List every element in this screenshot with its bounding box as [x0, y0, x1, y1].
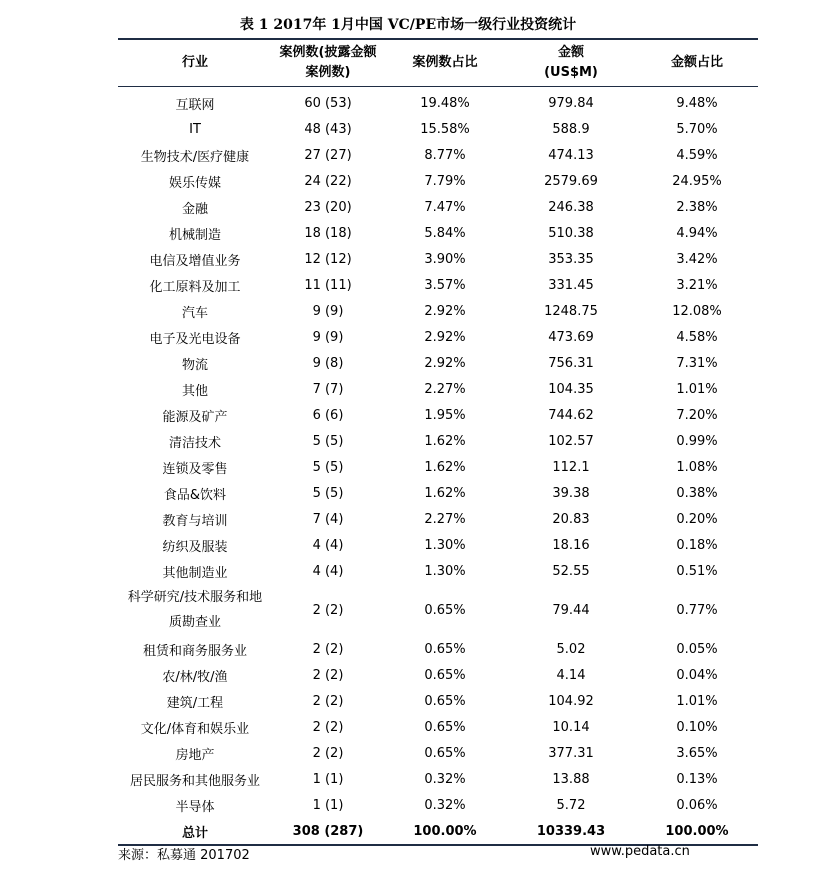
- table-row: [118, 662, 758, 688]
- table-row: [118, 142, 758, 168]
- table-header: [118, 40, 758, 86]
- cell-industry: 文化/体育和娱乐业: [140, 721, 250, 737]
- cell-case-share: 2.27%: [424, 511, 466, 527]
- cell-industry: 农/林/牧/渔: [162, 669, 228, 685]
- cell-amount: 1248.75: [544, 303, 598, 319]
- table-row: [118, 428, 758, 454]
- cell-industry: [118, 585, 272, 635]
- header-cases: [272, 43, 384, 83]
- cell-amount: 5.02: [556, 641, 586, 657]
- cell-industry: 汽车: [181, 305, 208, 321]
- cell-amount: 510.38: [548, 225, 594, 241]
- cell-case-share: 1.62%: [424, 433, 466, 449]
- cell-amount-share: 0.51%: [676, 563, 718, 579]
- table-row: [118, 350, 758, 376]
- cell-case-share: 1.30%: [424, 563, 466, 579]
- cell-amount: 4.14: [556, 667, 586, 683]
- table-row: [118, 246, 758, 272]
- header-amount-line2: (US$M): [544, 65, 598, 80]
- cell-industry: 金融: [181, 201, 208, 217]
- cell-amount: 2579.69: [544, 173, 598, 189]
- cell-amount: 79.44: [552, 602, 590, 618]
- cell-cases: 7 (7): [312, 381, 344, 397]
- header-industry: 行业: [181, 55, 208, 70]
- cell-amount: 102.57: [548, 433, 594, 449]
- cell-amount: 246.38: [548, 199, 594, 215]
- cell-cases: 2 (2): [312, 719, 344, 735]
- cell-case-share: 1.62%: [424, 459, 466, 475]
- table-row: [118, 714, 758, 740]
- cell-cases: 27 (27): [304, 147, 352, 163]
- cell-case-share: 2.27%: [424, 381, 466, 397]
- total-row: [118, 818, 758, 844]
- cell-cases: 1 (1): [312, 797, 344, 813]
- cell-case-share: 0.65%: [424, 745, 466, 761]
- cell-case-share: 1.30%: [424, 537, 466, 553]
- cell-amount-share: 0.99%: [676, 433, 718, 449]
- cell-industry: 互联网: [175, 97, 215, 113]
- cell-amount: 474.13: [548, 147, 594, 163]
- cell-cases: 23 (20): [304, 199, 352, 215]
- cell-amount-share: 0.10%: [676, 719, 718, 735]
- table-row: [118, 220, 758, 246]
- cell-case-share: 19.48%: [420, 95, 470, 111]
- cell-case-share: 0.65%: [424, 693, 466, 709]
- table-row: [118, 766, 758, 792]
- cell-amount-share: 4.59%: [676, 147, 718, 163]
- cell-amount-share: 7.20%: [676, 407, 718, 423]
- cell-industry: IT: [189, 121, 201, 137]
- cell-cases: 7 (4): [312, 511, 344, 527]
- cell-cases: 48 (43): [304, 121, 352, 137]
- header-amount-share: 金额占比: [670, 55, 723, 70]
- table-row: [118, 194, 758, 220]
- cell-amount-share: 0.77%: [676, 602, 718, 618]
- cell-amount-share: 0.18%: [676, 537, 718, 553]
- source-note: 来源：私募通 201702: [118, 848, 250, 863]
- cell-industry: 房地产: [175, 747, 215, 763]
- cell-amount-share: 0.13%: [676, 771, 718, 787]
- table-row: [118, 480, 758, 506]
- cell-case-share: 7.47%: [424, 199, 466, 215]
- table-row: [118, 116, 758, 142]
- cell-cases: 5 (5): [312, 485, 344, 501]
- cell-cases: 2 (2): [312, 641, 344, 657]
- cell-industry: 连锁及零售: [162, 461, 228, 477]
- cell-amount-share: 0.20%: [676, 511, 718, 527]
- cell-case-share: 0.65%: [424, 719, 466, 735]
- table-title: 表 1 2017年 1月中国 VC/PE市场一级行业投资统计: [239, 17, 577, 33]
- table-row: [118, 532, 758, 558]
- cell-amount-share: 1.01%: [676, 381, 718, 397]
- table-body: [118, 87, 758, 818]
- cell-cases: 2 (2): [312, 693, 344, 709]
- cell-cases: 6 (6): [312, 407, 344, 423]
- header-case-share: 案例数占比: [412, 55, 478, 70]
- cell-case-share: 0.65%: [424, 641, 466, 657]
- cell-amount: 756.31: [548, 355, 594, 371]
- table-row: [118, 740, 758, 766]
- cell-case-share: 2.92%: [424, 355, 466, 371]
- cell-amount-share: 5.70%: [676, 121, 718, 137]
- cell-cases: 9 (9): [312, 303, 344, 319]
- cell-industry-line2: 质勘查业: [168, 615, 221, 630]
- cell-amount-share: 0.38%: [676, 485, 718, 501]
- cell-cases: 2 (2): [312, 602, 344, 618]
- cell-amount: 353.35: [548, 251, 594, 267]
- cell-amount: 331.45: [548, 277, 594, 293]
- cell-case-share: 15.58%: [420, 121, 470, 137]
- cell-amount: 13.88: [552, 771, 590, 787]
- cell-cases: 9 (8): [312, 355, 344, 371]
- cell-amount-share: 9.48%: [676, 95, 718, 111]
- table-row: [118, 792, 758, 818]
- cell-industry: 电信及增值业务: [149, 253, 241, 269]
- cell-amount: 52.55: [552, 563, 590, 579]
- cell-amount: 104.35: [548, 381, 594, 397]
- cell-case-share: 1.62%: [424, 485, 466, 501]
- cell-case-share: 1.95%: [424, 407, 466, 423]
- cell-cases: 24 (22): [304, 173, 352, 189]
- cell-industry: 其他制造业: [162, 565, 228, 581]
- cell-case-share: 5.84%: [424, 225, 466, 241]
- cell-cases: 11 (11): [304, 277, 352, 293]
- cell-case-share: 0.32%: [424, 771, 466, 787]
- cell-cases: 2 (2): [312, 667, 344, 683]
- table-row: [118, 584, 758, 636]
- cell-amount-share: 3.21%: [676, 277, 718, 293]
- cell-amount: 979.84: [548, 95, 594, 111]
- cell-amount-share: 3.65%: [676, 745, 718, 761]
- table-row: [118, 636, 758, 662]
- cell-amount: 18.16: [552, 537, 590, 553]
- cell-case-share: 0.65%: [424, 667, 466, 683]
- cell-amount-share: 3.42%: [676, 251, 718, 267]
- cell-cases: 5 (5): [312, 459, 344, 475]
- cell-amount-share: 0.04%: [676, 667, 718, 683]
- table-row: [118, 454, 758, 480]
- total-amount-share: 100.00%: [665, 823, 729, 839]
- cell-amount-share: 7.31%: [676, 355, 718, 371]
- header-amount-line1: 金额: [557, 45, 584, 60]
- cell-cases: 4 (4): [312, 563, 344, 579]
- table-row: [118, 402, 758, 428]
- cell-amount: 104.92: [548, 693, 594, 709]
- cell-amount: 744.62: [548, 407, 594, 423]
- total-case-share: 100.00%: [413, 823, 477, 839]
- cell-cases: 18 (18): [304, 225, 352, 241]
- cell-industry: 物流: [181, 357, 208, 373]
- cell-amount-share: 12.08%: [672, 303, 722, 319]
- table-row: [118, 272, 758, 298]
- cell-cases: 1 (1): [312, 771, 344, 787]
- website-link: www.pedata.cn: [590, 844, 690, 859]
- cell-amount: 588.9: [552, 121, 590, 137]
- header-amount: [506, 43, 636, 83]
- cell-amount: 20.83: [552, 511, 590, 527]
- cell-case-share: 2.92%: [424, 329, 466, 345]
- table-row: [118, 688, 758, 714]
- table-row: [118, 168, 758, 194]
- cell-industry: 娱乐传媒: [168, 175, 221, 191]
- cell-amount: 377.31: [548, 745, 594, 761]
- cell-industry: 纺织及服装: [162, 539, 228, 555]
- cell-amount-share: 0.05%: [676, 641, 718, 657]
- cell-amount-share: 4.94%: [676, 225, 718, 241]
- cell-industry: 教育与培训: [162, 513, 228, 529]
- table-row: [118, 90, 758, 116]
- cell-case-share: 0.65%: [424, 602, 466, 618]
- header-cases-line1: 案例数(披露金额: [279, 45, 377, 60]
- cell-amount-share: 2.38%: [676, 199, 718, 215]
- cell-case-share: 3.90%: [424, 251, 466, 267]
- cell-amount: 5.72: [556, 797, 586, 813]
- total-amount: 10339.43: [536, 823, 606, 839]
- total-cases: 308 (287): [292, 823, 364, 839]
- cell-cases: 12 (12): [304, 251, 352, 267]
- cell-industry: 机械制造: [168, 227, 221, 243]
- cell-industry: 租赁和商务服务业: [142, 643, 247, 659]
- cell-amount-share: 4.58%: [676, 329, 718, 345]
- table-row: [118, 324, 758, 350]
- cell-industry: 化工原料及加工: [149, 279, 241, 295]
- cell-industry: 能源及矿产: [162, 409, 228, 425]
- cell-cases: 2 (2): [312, 745, 344, 761]
- cell-amount: 473.69: [548, 329, 594, 345]
- cell-amount-share: 24.95%: [672, 173, 722, 189]
- cell-amount-share: 1.01%: [676, 693, 718, 709]
- cell-industry-line1: 科学研究/技术服务和地: [127, 590, 263, 605]
- cell-industry: 生物技术/医疗健康: [140, 149, 250, 165]
- table-row: [118, 298, 758, 324]
- cell-case-share: 3.57%: [424, 277, 466, 293]
- cell-industry: 建筑/工程: [166, 695, 224, 711]
- cell-amount: 112.1: [552, 459, 590, 475]
- cell-industry: 电子及光电设备: [149, 331, 241, 347]
- cell-industry: 半导体: [175, 799, 215, 815]
- cell-case-share: 7.79%: [424, 173, 466, 189]
- cell-industry: 食品&饮料: [163, 487, 227, 503]
- cell-amount: 39.38: [552, 485, 590, 501]
- table-row: [118, 506, 758, 532]
- cell-industry: 其他: [181, 383, 208, 399]
- industry-investment-table: [118, 38, 758, 846]
- cell-amount-share: 0.06%: [676, 797, 718, 813]
- total-label: 总计: [181, 825, 208, 841]
- cell-cases: 9 (9): [312, 329, 344, 345]
- cell-cases: 4 (4): [312, 537, 344, 553]
- cell-case-share: 8.77%: [424, 147, 466, 163]
- cell-industry: 居民服务和其他服务业: [129, 773, 260, 789]
- cell-case-share: 0.32%: [424, 797, 466, 813]
- cell-amount-share: 1.08%: [676, 459, 718, 475]
- cell-amount: 10.14: [552, 719, 590, 735]
- cell-cases: 60 (53): [304, 95, 352, 111]
- table-row: [118, 376, 758, 402]
- cell-industry: 清洁技术: [168, 435, 221, 451]
- cell-case-share: 2.92%: [424, 303, 466, 319]
- table-row: [118, 558, 758, 584]
- header-cases-line2: 案例数): [305, 65, 351, 80]
- cell-cases: 5 (5): [312, 433, 344, 449]
